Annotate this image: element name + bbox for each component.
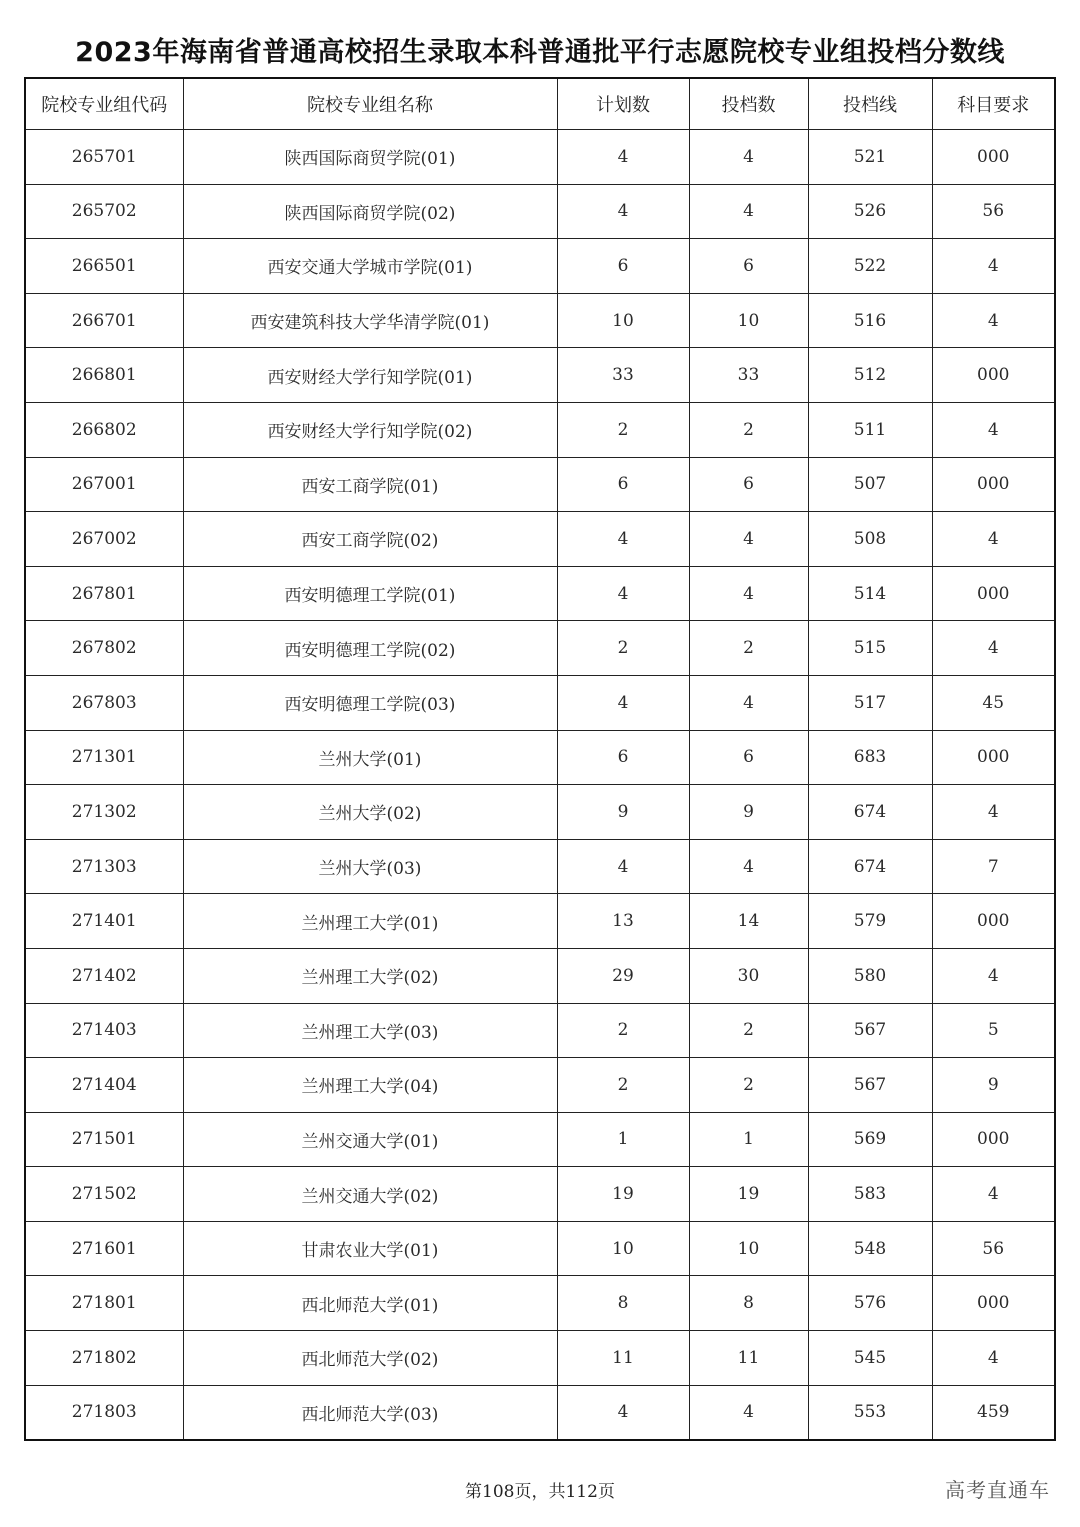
table-header-row [25,78,1055,130]
cell-group-name: 西安财经大学行知学院(02) [183,402,557,457]
cell-cutoff-score: 683 [808,730,932,785]
watermark: 高考直通车 [945,1478,1050,1502]
cell-group-name: 兰州大学(03) [183,839,557,894]
table-row [25,184,1055,239]
cell-plan-count: 4 [557,839,689,894]
cell-subject-requirement: 4 [932,785,1055,840]
cell-cutoff-score: 522 [808,239,932,294]
cell-cutoff-score: 548 [808,1221,932,1276]
cell-admitted-count: 19 [689,1167,808,1222]
cell-subject-requirement: 000 [932,348,1055,403]
cell-group-code: 271302 [25,785,183,840]
cell-admitted-count: 6 [689,457,808,512]
cell-group-code: 265701 [25,130,183,185]
cell-group-name: 西北师范大学(03) [183,1385,557,1440]
cell-admitted-count: 4 [689,184,808,239]
cell-admitted-count: 10 [689,293,808,348]
cell-group-code: 265702 [25,184,183,239]
cell-admitted-count: 2 [689,621,808,676]
cell-admitted-count: 10 [689,1221,808,1276]
cell-group-code: 266701 [25,293,183,348]
cell-plan-count: 11 [557,1331,689,1386]
header-cutoff-score: 投档线 [808,78,932,130]
cell-group-name: 西安交通大学城市学院(01) [183,239,557,294]
cell-group-code: 271301 [25,730,183,785]
cell-subject-requirement: 4 [932,621,1055,676]
cell-cutoff-score: 508 [808,512,932,567]
cell-plan-count: 2 [557,621,689,676]
score-table [24,77,1056,1441]
cell-group-name: 西安建筑科技大学华清学院(01) [183,293,557,348]
cell-cutoff-score: 507 [808,457,932,512]
cell-cutoff-score: 512 [808,348,932,403]
cell-subject-requirement: 000 [932,457,1055,512]
cell-cutoff-score: 583 [808,1167,932,1222]
cell-group-code: 271803 [25,1385,183,1440]
page-title: 2023年海南省普通高校招生录取本科普通批平行志愿院校专业组投档分数线 [75,37,1005,68]
cell-plan-count: 9 [557,785,689,840]
table-row [25,130,1055,185]
table-row [25,894,1055,949]
cell-admitted-count: 14 [689,894,808,949]
cell-group-name: 西安工商学院(02) [183,512,557,567]
cell-group-code: 267802 [25,621,183,676]
cell-cutoff-score: 517 [808,675,932,730]
cell-plan-count: 1 [557,1112,689,1167]
cell-subject-requirement: 4 [932,1331,1055,1386]
cell-group-name: 陕西国际商贸学院(01) [183,130,557,185]
cell-subject-requirement: 5 [932,1003,1055,1058]
cell-group-code: 271601 [25,1221,183,1276]
cell-subject-requirement: 9 [932,1058,1055,1113]
cell-plan-count: 10 [557,293,689,348]
cell-group-code: 266501 [25,239,183,294]
table-row [25,457,1055,512]
cell-group-name: 西安明德理工学院(03) [183,675,557,730]
cell-cutoff-score: 674 [808,785,932,840]
cell-group-code: 271403 [25,1003,183,1058]
cell-group-name: 西北师范大学(01) [183,1276,557,1331]
cell-admitted-count: 2 [689,402,808,457]
table-row [25,675,1055,730]
cell-admitted-count: 11 [689,1331,808,1386]
cell-plan-count: 19 [557,1167,689,1222]
cell-cutoff-score: 674 [808,839,932,894]
cell-subject-requirement: 4 [932,948,1055,1003]
cell-plan-count: 2 [557,1003,689,1058]
cell-group-code: 267803 [25,675,183,730]
cell-cutoff-score: 514 [808,566,932,621]
table-row [25,1276,1055,1331]
cell-plan-count: 4 [557,130,689,185]
cell-plan-count: 6 [557,730,689,785]
table-row [25,1385,1055,1440]
cell-cutoff-score: 545 [808,1331,932,1386]
page-number: 第108页，共112页 [465,1482,615,1502]
cell-subject-requirement: 000 [932,1276,1055,1331]
cell-subject-requirement: 459 [932,1385,1055,1440]
cell-group-code: 267002 [25,512,183,567]
cell-cutoff-score: 521 [808,130,932,185]
cell-group-name: 兰州大学(02) [183,785,557,840]
cell-plan-count: 6 [557,239,689,294]
cell-subject-requirement: 000 [932,894,1055,949]
table-row [25,1331,1055,1386]
cell-group-code: 271801 [25,1276,183,1331]
cell-plan-count: 2 [557,402,689,457]
cell-plan-count: 4 [557,675,689,730]
cell-admitted-count: 8 [689,1276,808,1331]
cell-plan-count: 4 [557,512,689,567]
cell-admitted-count: 4 [689,675,808,730]
cell-group-name: 甘肃农业大学(01) [183,1221,557,1276]
table-row [25,512,1055,567]
cell-admitted-count: 6 [689,730,808,785]
cell-plan-count: 13 [557,894,689,949]
cell-subject-requirement: 56 [932,184,1055,239]
cell-plan-count: 29 [557,948,689,1003]
cell-group-name: 西安工商学院(01) [183,457,557,512]
table-row [25,839,1055,894]
cell-subject-requirement: 4 [932,1167,1055,1222]
cell-admitted-count: 4 [689,1385,808,1440]
cell-group-code: 267801 [25,566,183,621]
cell-group-name: 兰州交通大学(02) [183,1167,557,1222]
cell-subject-requirement: 000 [932,1112,1055,1167]
cell-subject-requirement: 000 [932,730,1055,785]
table-row [25,1003,1055,1058]
cell-cutoff-score: 567 [808,1003,932,1058]
cell-plan-count: 4 [557,566,689,621]
cell-cutoff-score: 567 [808,1058,932,1113]
cell-cutoff-score: 576 [808,1276,932,1331]
cell-subject-requirement: 4 [932,239,1055,294]
table-row [25,785,1055,840]
cell-group-code: 266802 [25,402,183,457]
cell-plan-count: 4 [557,184,689,239]
table-row [25,348,1055,403]
cell-cutoff-score: 511 [808,402,932,457]
cell-subject-requirement: 7 [932,839,1055,894]
table-body [25,130,1055,1441]
cell-group-code: 271502 [25,1167,183,1222]
cell-admitted-count: 4 [689,512,808,567]
cell-admitted-count: 9 [689,785,808,840]
cell-group-name: 西安财经大学行知学院(01) [183,348,557,403]
cell-group-code: 271401 [25,894,183,949]
cell-subject-requirement: 000 [932,566,1055,621]
table-row [25,402,1055,457]
cell-group-name: 陕西国际商贸学院(02) [183,184,557,239]
cell-subject-requirement: 4 [932,293,1055,348]
header-admitted-count: 投档数 [689,78,808,130]
cell-group-name: 兰州交通大学(01) [183,1112,557,1167]
cell-subject-requirement: 000 [932,130,1055,185]
cell-plan-count: 4 [557,1385,689,1440]
cell-admitted-count: 4 [689,130,808,185]
cell-cutoff-score: 569 [808,1112,932,1167]
cell-group-name: 兰州大学(01) [183,730,557,785]
cell-admitted-count: 30 [689,948,808,1003]
header-subject-requirement: 科目要求 [932,78,1055,130]
cell-admitted-count: 1 [689,1112,808,1167]
cell-group-code: 271402 [25,948,183,1003]
cell-subject-requirement: 56 [932,1221,1055,1276]
cell-subject-requirement: 45 [932,675,1055,730]
cell-cutoff-score: 580 [808,948,932,1003]
cell-admitted-count: 33 [689,348,808,403]
cell-group-code: 271404 [25,1058,183,1113]
cell-cutoff-score: 526 [808,184,932,239]
cell-group-code: 267001 [25,457,183,512]
table-row [25,566,1055,621]
table-row [25,948,1055,1003]
table-row [25,1112,1055,1167]
table-row [25,293,1055,348]
cell-plan-count: 2 [557,1058,689,1113]
cell-group-code: 266801 [25,348,183,403]
cell-cutoff-score: 579 [808,894,932,949]
table-row [25,1221,1055,1276]
cell-group-name: 兰州理工大学(02) [183,948,557,1003]
header-group-name: 院校专业组名称 [183,78,557,130]
cell-admitted-count: 2 [689,1003,808,1058]
cell-plan-count: 33 [557,348,689,403]
cell-plan-count: 8 [557,1276,689,1331]
header-group-code: 院校专业组代码 [25,78,183,130]
cell-admitted-count: 4 [689,839,808,894]
cell-plan-count: 6 [557,457,689,512]
cell-cutoff-score: 553 [808,1385,932,1440]
cell-group-name: 西北师范大学(02) [183,1331,557,1386]
cell-plan-count: 10 [557,1221,689,1276]
cell-group-code: 271802 [25,1331,183,1386]
cell-group-code: 271303 [25,839,183,894]
cell-subject-requirement: 4 [932,512,1055,567]
cell-group-code: 271501 [25,1112,183,1167]
header-plan-count: 计划数 [557,78,689,130]
table-row [25,621,1055,676]
table-row [25,1058,1055,1113]
cell-admitted-count: 4 [689,566,808,621]
cell-admitted-count: 6 [689,239,808,294]
cell-admitted-count: 2 [689,1058,808,1113]
cell-subject-requirement: 4 [932,402,1055,457]
table-row [25,239,1055,294]
cell-group-name: 兰州理工大学(01) [183,894,557,949]
cell-group-name: 兰州理工大学(04) [183,1058,557,1113]
cell-cutoff-score: 515 [808,621,932,676]
table-row [25,730,1055,785]
cell-cutoff-score: 516 [808,293,932,348]
cell-group-name: 兰州理工大学(03) [183,1003,557,1058]
table-row [25,1167,1055,1222]
cell-group-name: 西安明德理工学院(01) [183,566,557,621]
cell-group-name: 西安明德理工学院(02) [183,621,557,676]
